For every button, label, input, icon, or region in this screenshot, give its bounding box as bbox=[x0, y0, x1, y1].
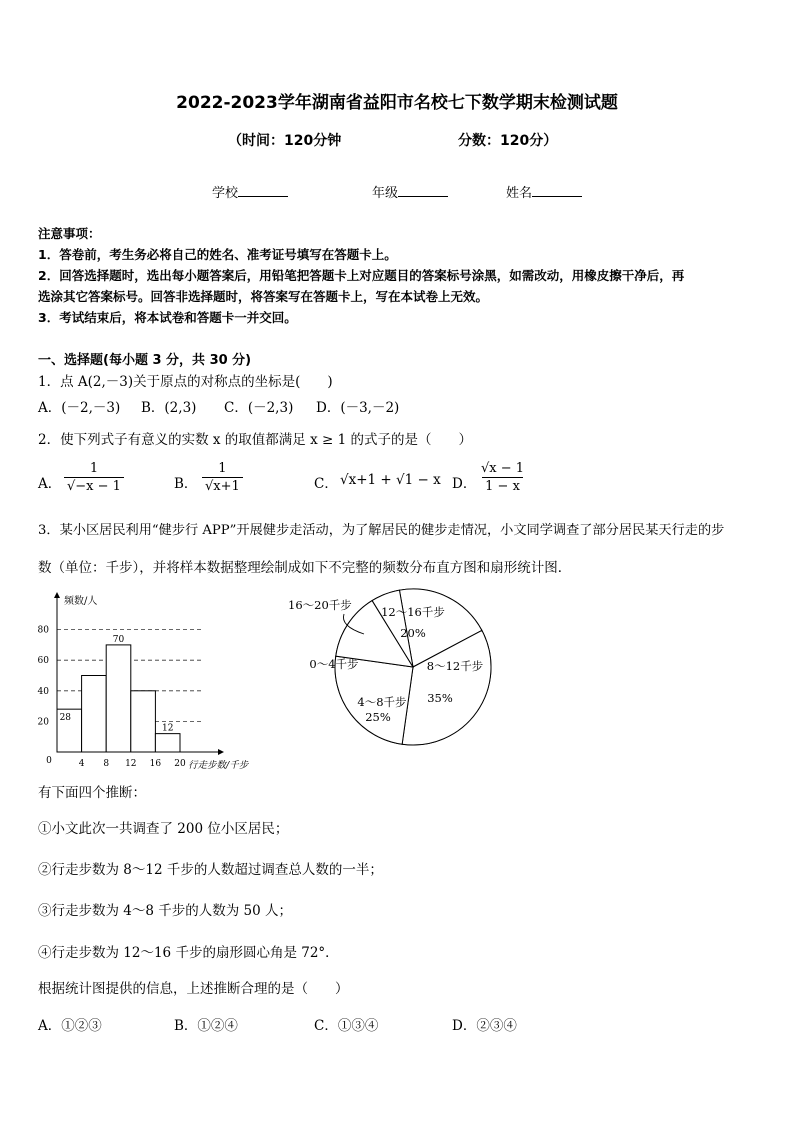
q1-option-a: A．(－2,－3) bbox=[38, 400, 121, 416]
histogram-bar bbox=[131, 691, 156, 752]
pie-slice-label: 12～16千步 bbox=[381, 605, 445, 619]
page-title: 2022-2023学年湖南省益阳市名校七下数学期末检测试题 bbox=[176, 93, 618, 113]
q2-label-d: D． bbox=[452, 476, 477, 492]
exam-score: 分数：120分） bbox=[458, 133, 558, 149]
pie-percent-label: 25% bbox=[365, 710, 391, 724]
x-tick-label: 16 bbox=[149, 759, 162, 769]
bar-data-label: 70 bbox=[112, 634, 125, 645]
q1-stem: 1．点 A(2,－3)关于原点的对称点的坐标是( ) bbox=[38, 374, 333, 390]
x-tick-label: 8 bbox=[103, 759, 110, 769]
numerator: √x − 1 bbox=[481, 461, 525, 476]
q2-option-b bbox=[202, 461, 243, 495]
y-axis-arrow bbox=[54, 592, 60, 598]
q1-option-d: D．(－3,－2) bbox=[316, 400, 400, 416]
q2-option-d bbox=[478, 461, 527, 495]
pie-slice-label: 8～12千步 bbox=[426, 659, 484, 673]
grade-field: 年级 bbox=[372, 182, 448, 201]
q2-label-b: B． bbox=[174, 476, 198, 492]
notice-line: 3．考试结束后，将本试卷和答题卡一并交回。 bbox=[38, 310, 297, 325]
pie-plot bbox=[288, 589, 491, 745]
y-tick-label: 60 bbox=[37, 656, 49, 667]
school-field: 学校 bbox=[212, 182, 288, 201]
bar-data-label: 28 bbox=[59, 713, 72, 724]
notice-heading: 注意事项： bbox=[38, 226, 101, 241]
x-axis-arrow bbox=[218, 749, 224, 755]
q2-stem: 2．使下列式子有意义的实数 x 的取值都满足 x ≥ 1 的式子的是（ ） bbox=[38, 432, 472, 448]
pie-percent-label: 20% bbox=[400, 626, 426, 640]
notice-line: 1．答卷前，考生务必将自己的姓名、准考证号填写在答题卡上。 bbox=[38, 247, 397, 262]
x-tick-label: 4 bbox=[78, 759, 85, 769]
histogram-bar bbox=[106, 645, 131, 752]
q3-option-a: A．①②③ bbox=[38, 1018, 102, 1034]
histogram-bar bbox=[82, 676, 107, 753]
bar-data-label: 12 bbox=[161, 723, 174, 734]
denominator: √x+1 bbox=[202, 477, 243, 495]
x-tick-label: 0 bbox=[46, 756, 52, 766]
q3-stem-line1: 3．某小区居民利用“健步行 APP”开展健步走活动，为了解居民的健步走情况，小文同学调查了部分居民某天行走的步 bbox=[38, 523, 725, 538]
pie-slice-label: 4～8千步 bbox=[357, 695, 407, 709]
histogram-plot bbox=[38, 592, 250, 771]
q3-statement-4: ④行走步数为 12～16 千步的扇形圆心角是 72°． bbox=[38, 945, 339, 961]
notice-line: 选涂其它答案标号。回答非选择题时，将答案写在答题卡上，写在本试卷上无效。 bbox=[38, 289, 489, 304]
y-tick-label: 80 bbox=[37, 625, 49, 636]
x-tick-label: 20 bbox=[174, 759, 186, 769]
y-tick-label: 20 bbox=[37, 717, 49, 728]
q2-option-a bbox=[64, 461, 124, 495]
denominator: √−x − 1 bbox=[64, 477, 124, 495]
q3-option-d: D．②③④ bbox=[452, 1018, 517, 1034]
y-axis-label: 频数/人 bbox=[64, 596, 98, 607]
q3-option-c: C．①③④ bbox=[314, 1018, 379, 1034]
q2-label-c: C． bbox=[314, 476, 338, 492]
denominator: 1 − x bbox=[482, 477, 523, 495]
pie-percent-label: 35% bbox=[427, 691, 453, 705]
pie-chart bbox=[282, 588, 502, 750]
exam-time: （时间：120分钟 bbox=[228, 133, 342, 149]
x-axis-label: 行走步数/千步 bbox=[188, 760, 249, 771]
pie-slice-label: 16～20千步 bbox=[288, 598, 352, 612]
pie-slice-label: 0～4千步 bbox=[309, 657, 359, 671]
section-heading: 一、选择题(每小题 3 分，共 30 分) bbox=[38, 353, 252, 368]
x-tick-label: 12 bbox=[125, 759, 137, 769]
numerator: 1 bbox=[89, 461, 99, 476]
histogram-chart bbox=[28, 588, 268, 778]
q3-intro: 有下面四个推断： bbox=[38, 785, 146, 801]
numerator: 1 bbox=[218, 461, 227, 476]
q3-statement-1: ①小文此次一共调查了 200 位小区居民； bbox=[38, 821, 289, 837]
q2-label-a: A． bbox=[38, 476, 62, 492]
q3-question: 根据统计图提供的信息，上述推断合理的是（ ） bbox=[38, 981, 349, 997]
q1-option-c: C．(－2,3) bbox=[224, 400, 294, 416]
q2-option-c: √x+1 + √1 − x bbox=[340, 472, 441, 488]
notice-line: 2．回答选择题时，选出每小题答案后，用铅笔把答题卡上对应题目的答案标号涂黑，如需改动，用橡皮擦干净后，再 bbox=[38, 268, 685, 283]
q3-option-b: B．①②④ bbox=[174, 1018, 238, 1034]
q3-stem-line2: 数（单位：千步），并将样本数据整理绘制成如下不完整的频数分布直方图和扇形统计图． bbox=[38, 560, 572, 576]
q1-option-b: B．(2,3) bbox=[141, 400, 197, 416]
histogram-bar bbox=[155, 734, 180, 752]
name-field: 姓名 bbox=[506, 182, 582, 201]
q3-statement-2: ②行走步数为 8～12 千步的人数超过调查总人数的一半； bbox=[38, 862, 383, 878]
q3-statement-3: ③行走步数为 4～8 千步的人数为 50 人； bbox=[38, 903, 293, 919]
y-tick-label: 40 bbox=[37, 686, 49, 697]
